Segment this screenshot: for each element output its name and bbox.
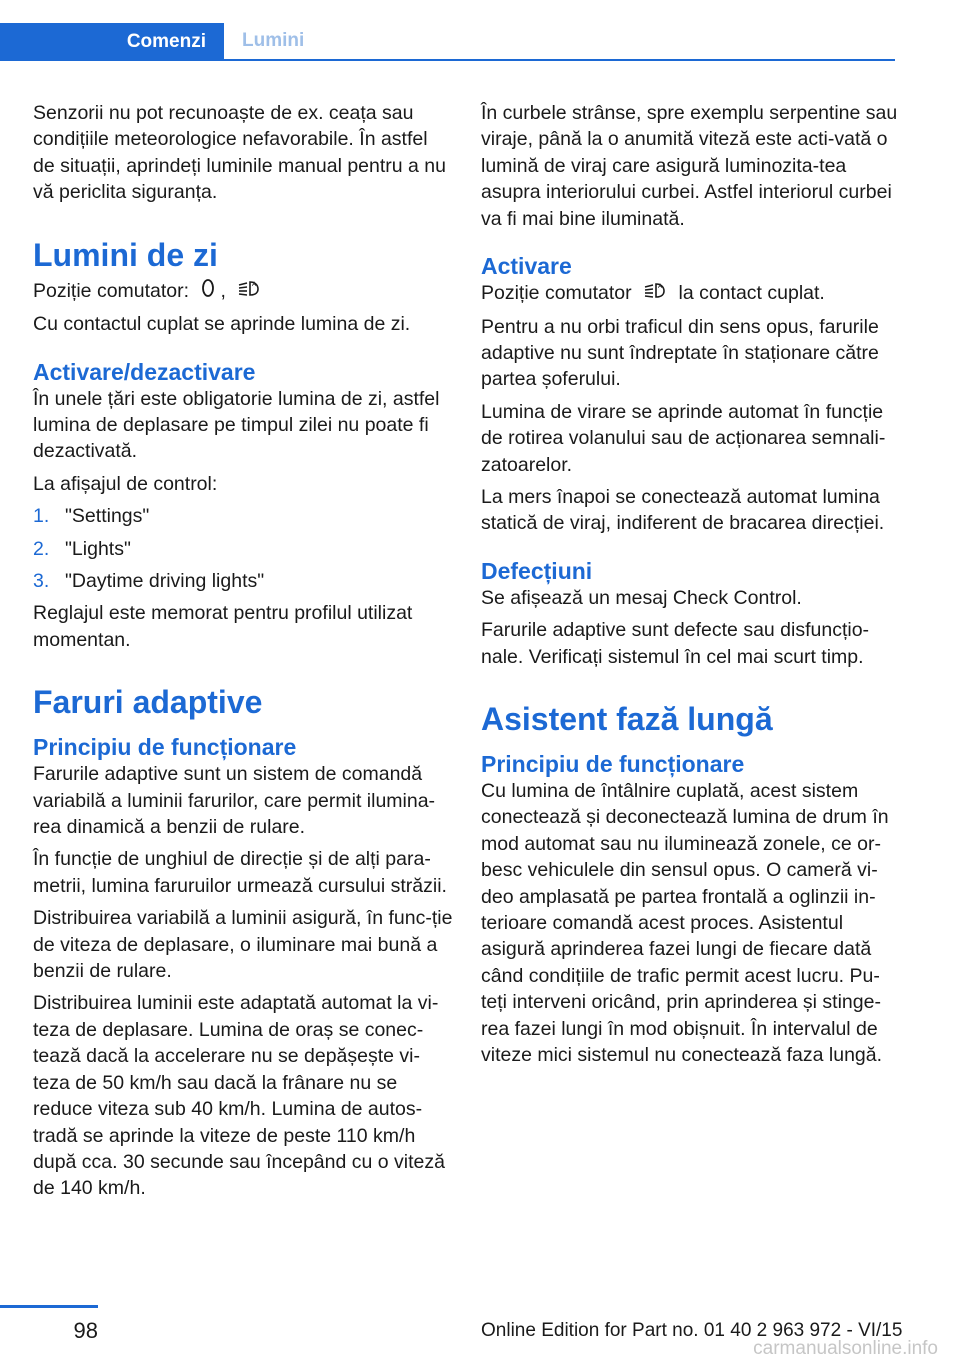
heading-principiu-faruri: Principiu de funcționare xyxy=(33,734,297,761)
automatic-headlight-icon xyxy=(237,278,261,305)
setting-saved-paragraph: Reglajul este memorat pentru profilul utilizat momentan. xyxy=(33,602,413,651)
svg-text:A: A xyxy=(252,280,257,288)
heading-activare-dezactivare: Activare/dezactivare xyxy=(33,358,256,385)
list-item xyxy=(33,503,453,529)
switch-position-separator: , xyxy=(220,279,226,302)
heading-defectiuni: Defecțiuni xyxy=(481,557,593,584)
adaptive-paragraph-1: Farurile adaptive sunt un sistem de comandă variabilă a luminii farurilor, care permit ilumina‐rea dinamică a benzii de rulare. xyxy=(33,763,436,839)
heading-activare: Activare xyxy=(481,253,572,280)
step-text: "Lights" xyxy=(65,537,131,560)
reverse-paragraph: La mers înapoi se conectează automat lumina statică de viraj, indiferent de bracarea direcției. xyxy=(481,486,885,535)
step-number: 2. xyxy=(33,537,50,560)
no-glare-paragraph: Pentru a nu orbi traficul din sens opus, farurile adaptive nu sunt îndreptate în staționare către partea șoferului. xyxy=(481,315,879,391)
heading-lumini-de-zi: Lumini de zi xyxy=(33,236,218,273)
switch-position-zero-icon xyxy=(201,278,215,305)
adaptive-paragraph-3: Distribuirea variabilă a luminii asigură, în func‐ție de viteza de deplasare, o iluminare mai bună a benzii de rulare. xyxy=(33,907,453,983)
control-display-paragraph: La afișajul de control: xyxy=(33,472,218,495)
switch-position-label: Poziție comutator: xyxy=(33,279,190,302)
switch-position-label: Poziție comutator xyxy=(481,282,632,305)
automatic-headlight-icon xyxy=(643,280,667,307)
left-column xyxy=(33,100,453,1208)
step-number: 3. xyxy=(33,570,50,593)
tab-comenzi[interactable]: Comenzi xyxy=(0,23,224,61)
tab-lumini[interactable]: Lumini xyxy=(224,23,895,61)
heading-faruri-adaptive: Faruri adaptive xyxy=(33,684,263,721)
high-beam-paragraph: Cu lumina de întâlnire cuplată, acest sistem conectează și deconectează lumina de drum în mod automat sau nu iluminează zonele, ce or‐besc vehiculele din sensul opus. O cameră vi‐deo amplasată pe partea frontală a oglinzii in‐terioare comandă acest proces. Asistentul asigură aprinderea fazei lungi de fiecare dată când condițiile de trafic permit acest lucru. Pu‐teți interveni oricând, prin aprinderea și stinge‐rea fazei lungi în mod obișnuit. În intervalul de viteze mici sistemul nu conectează faza lungă. xyxy=(481,780,889,1067)
countries-paragraph: În unele țări este obligatorie lumina de zi, astfel lumina de deplasare pe timpul zilei nu poate fi dezactivată. xyxy=(33,387,440,463)
right-column xyxy=(481,100,901,1075)
switch-position-line xyxy=(33,278,453,306)
switch-position-suffix: la contact cuplat. xyxy=(678,282,825,305)
curves-paragraph: În curbele strânse, spre exemplu serpentine sau viraje, până la o anumită viteză este acti‐vată o lumină de viraj care asigură luminozita‐tea asupra interiorului curbei. Astfel interiorul curbei va fi mai bine iluminată. xyxy=(481,102,898,230)
header-tabs xyxy=(0,23,895,61)
turning-light-paragraph: Lumina de virare se aprinde automat în funcție de rotirea volanului sau de acționarea semnali‐zatoarelor. xyxy=(481,400,886,476)
intro-paragraph: Senzorii nu pot recunoaște de ex. ceața sau condițiile meteorologice nefavorabile. În astfel de situații, aprindeți luminile manual pentru a nu vă periclita siguranța. xyxy=(33,102,446,204)
step-text: "Daytime driving lights" xyxy=(65,570,265,593)
heading-asistent-faza-lunga: Asistent fază lungă xyxy=(481,701,773,738)
step-number: 1. xyxy=(33,505,50,528)
svg-text:A: A xyxy=(658,283,663,291)
malfunction-paragraph: Farurile adaptive sunt defecte sau disfuncțio‐nale. Verificați sistemul în cel mai scurt timp. xyxy=(481,619,870,668)
steps-list xyxy=(33,503,453,594)
heading-principiu-asistent: Principiu de funcționare xyxy=(481,751,745,778)
step-text: "Settings" xyxy=(65,505,150,528)
page-number: 98 xyxy=(73,1318,98,1343)
footer-rule xyxy=(0,1305,98,1308)
adaptive-paragraph-4: Distribuirea luminii este adaptată automat la vi‐teza de deplasare. Lumina de oraș se conec‐tează dacă la accelerare nu se depășește vi‐teza de 50 km/h sau dacă la frânare nu se reduce viteza sub 40 km/h. Lumina de autos‐tradă se aprinde la viteze de peste 110 km/h după cca. 30 secunde sau începând cu o viteză de 140 km/h. xyxy=(33,992,445,1200)
check-control-paragraph: Se afișează un mesaj Check Control. xyxy=(481,586,802,609)
list-item xyxy=(33,568,453,594)
daylight-contact-paragraph: Cu contactul cuplat se aprinde lumina de zi. xyxy=(33,313,411,336)
adaptive-paragraph-2: În funcție de unghiul de direcție și de alți para‐metrii, lumina faruruilor urmează cursului străzii. xyxy=(33,848,447,897)
list-item xyxy=(33,536,453,562)
edition-text: Online Edition for Part no. 01 40 2 963 972 - VI/15 xyxy=(481,1320,903,1341)
switch-position-line-right xyxy=(481,280,901,308)
watermark: carmanualsonline.info xyxy=(753,1338,938,1359)
